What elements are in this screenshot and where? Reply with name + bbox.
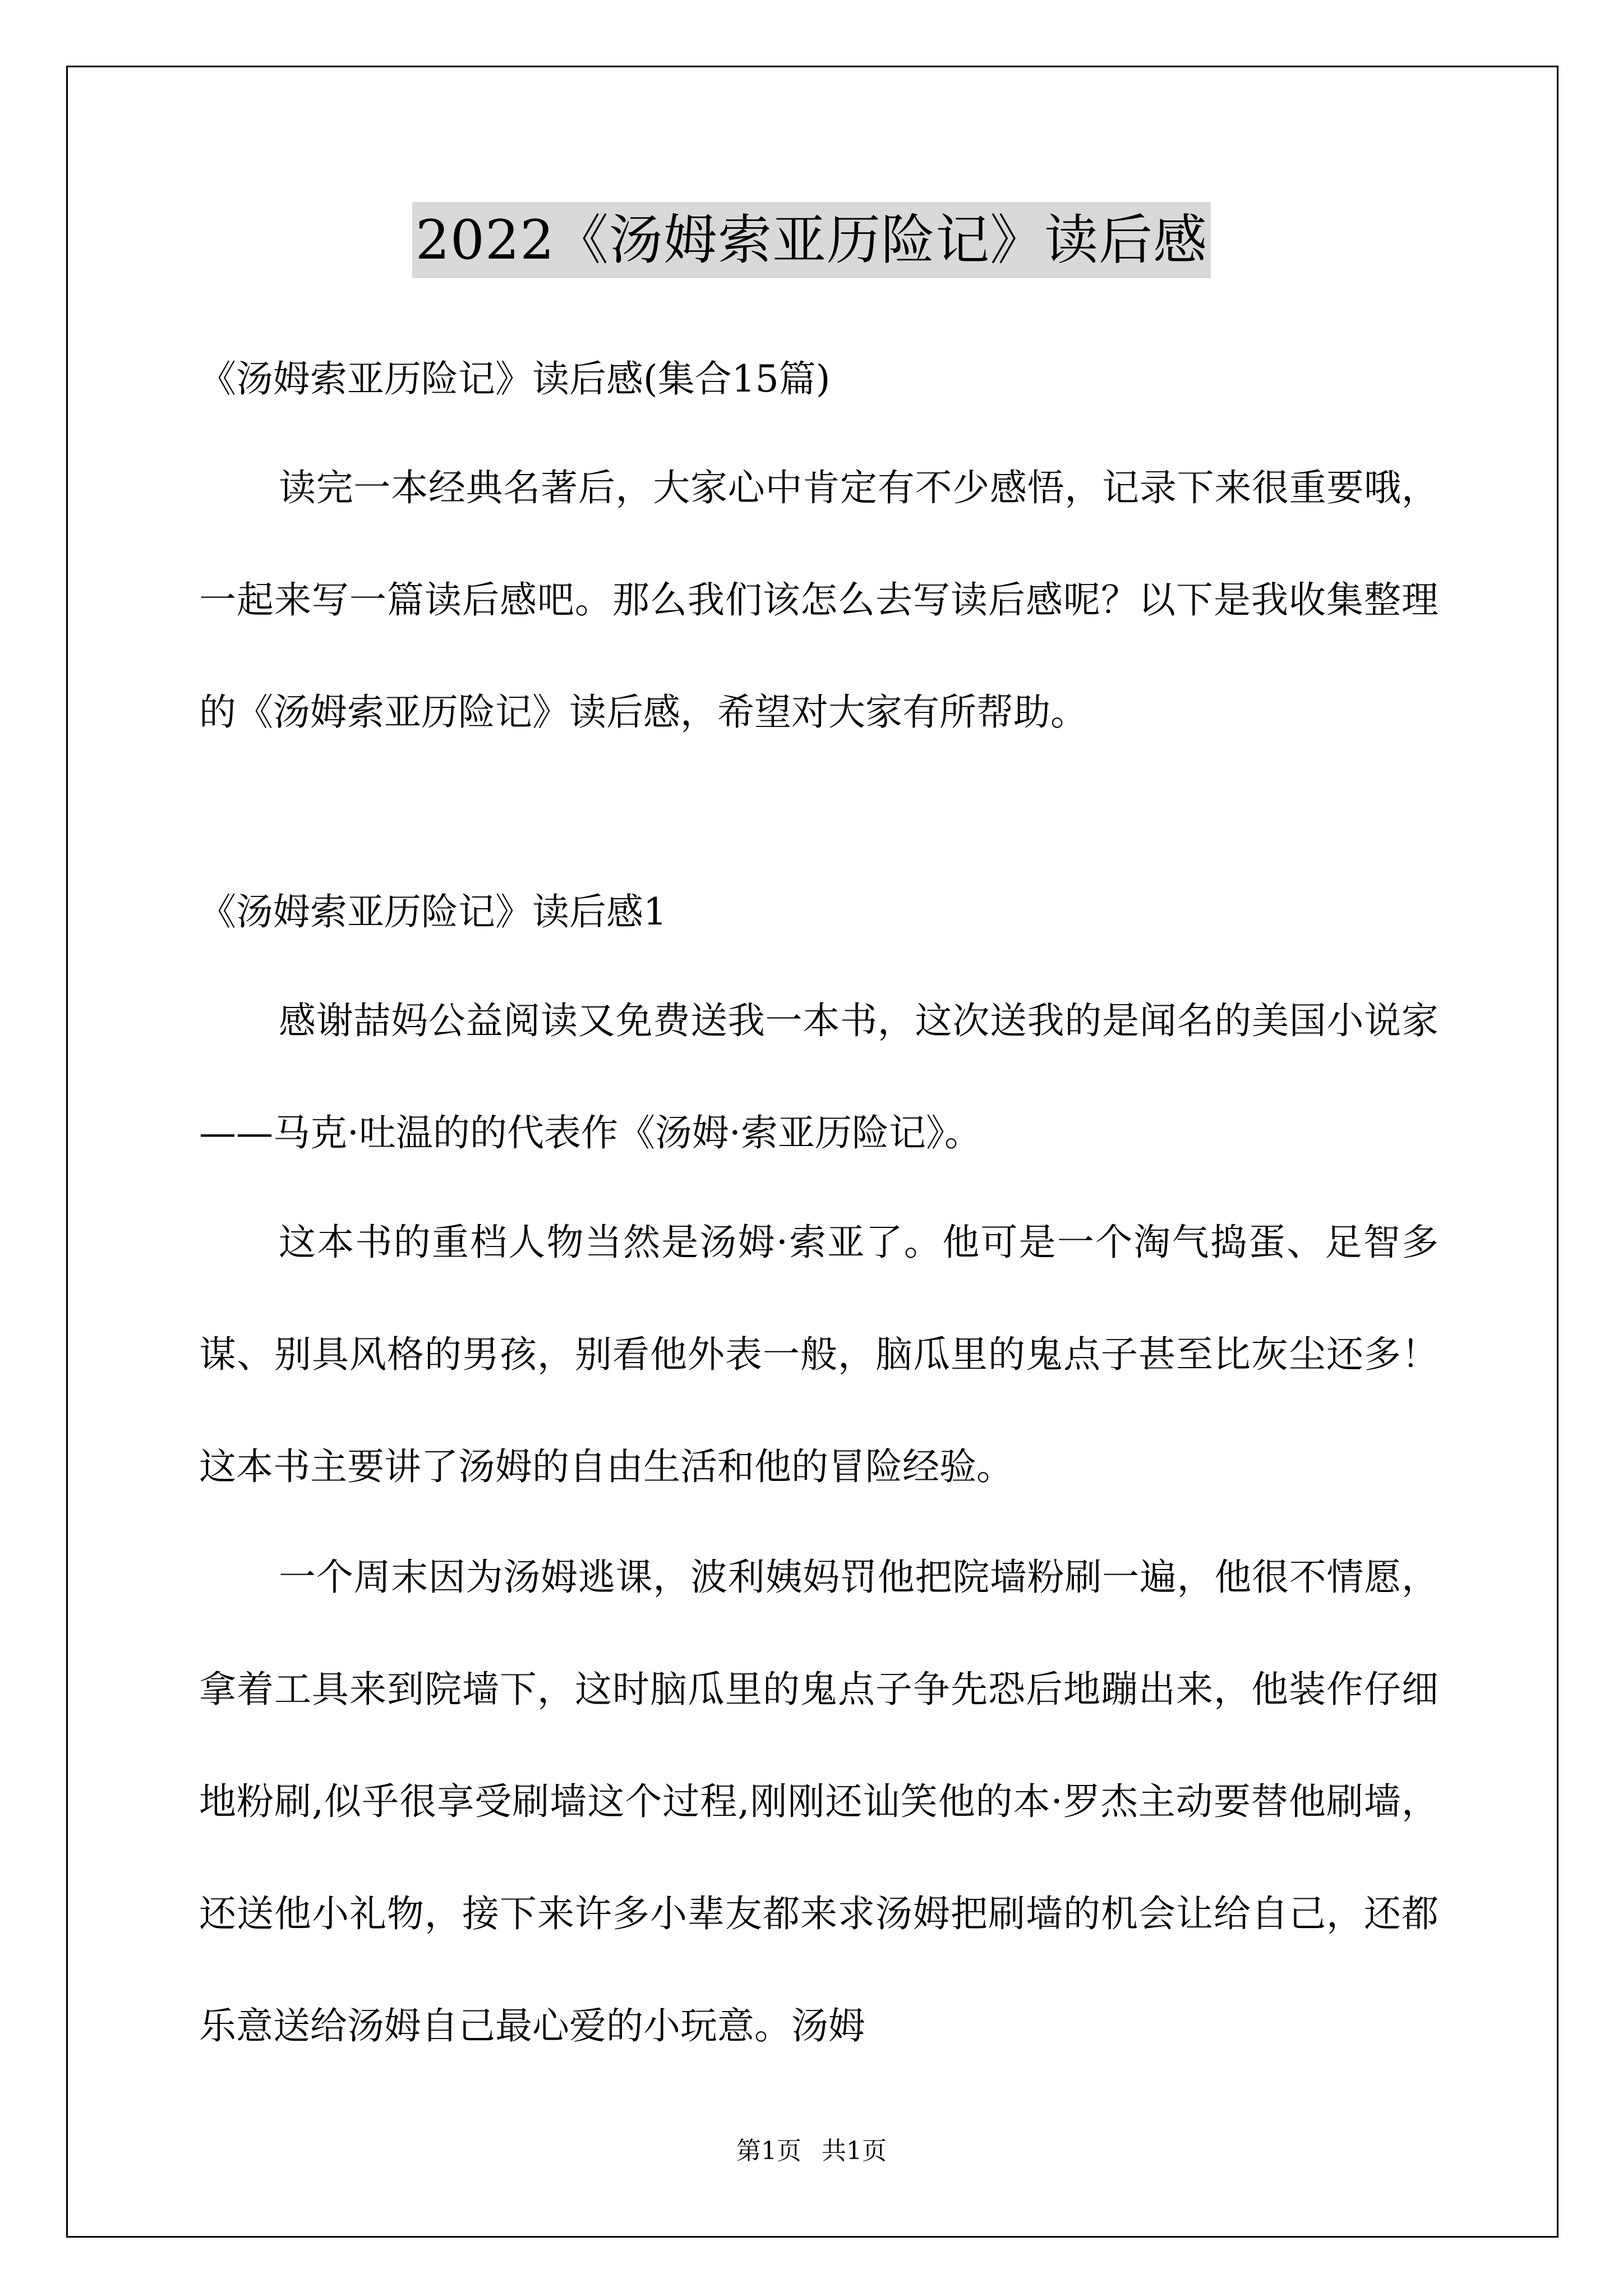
intro-paragraph: 读完一本经典名著后，大家心中肯定有不少感悟，记录下来很重要哦，一起来写一篇读后感吧。那么我们该怎么去写读后感呢？以下是我收集整理的《汤姆索亚历险记》读后感，希望对大家有所帮助。 bbox=[199, 466, 1438, 734]
body-paragraph-3: 一个周末因为汤姆逃课，波利姨妈罚他把院墙粉刷一遍，他很不情愿，拿着工具来到院墙下，这时脑瓜里的鬼点子争先恐后地蹦出来，他装作仔细地粉刷,似乎很享受刷墙这个过程,刚刚还讪笑他的本·罗杰主动要替他刷墙，还送他小礼物，接下来许多小辈友都来求汤姆把刷墙的机会让给自己，还都乐意送给汤姆自己最心爱的小玩意。汤姆 bbox=[199, 1556, 1438, 2047]
page-number: 第1页 bbox=[736, 2137, 801, 2165]
document-title: 2022《汤姆索亚历险记》读后感 bbox=[412, 202, 1211, 278]
body-paragraph-1: 感谢喆妈公益阅读又免费送我一本书，这次送我的是闻名的美国小说家——马克·吐温的的代表作《汤姆·索亚历险记》。 bbox=[199, 999, 1438, 1154]
document-subtitle: 《汤姆索亚历险记》读后感(集合15篇) bbox=[199, 357, 831, 401]
body-paragraph-2: 这本书的重档人物当然是汤姆·索亚了。他可是一个淘气捣蛋、足智多谋、别具风格的男孩，别看他外表一般，脑瓜里的鬼点子甚至比灰尘还多！这本书主要讲了汤姆的自由生活和他的冒险经验。 bbox=[199, 1221, 1438, 1488]
page-footer bbox=[0, 2131, 1623, 2166]
title-container bbox=[0, 202, 1623, 278]
page-total: 共1页 bbox=[822, 2137, 887, 2165]
section-heading: 《汤姆索亚历险记》读后感1 bbox=[199, 890, 667, 933]
